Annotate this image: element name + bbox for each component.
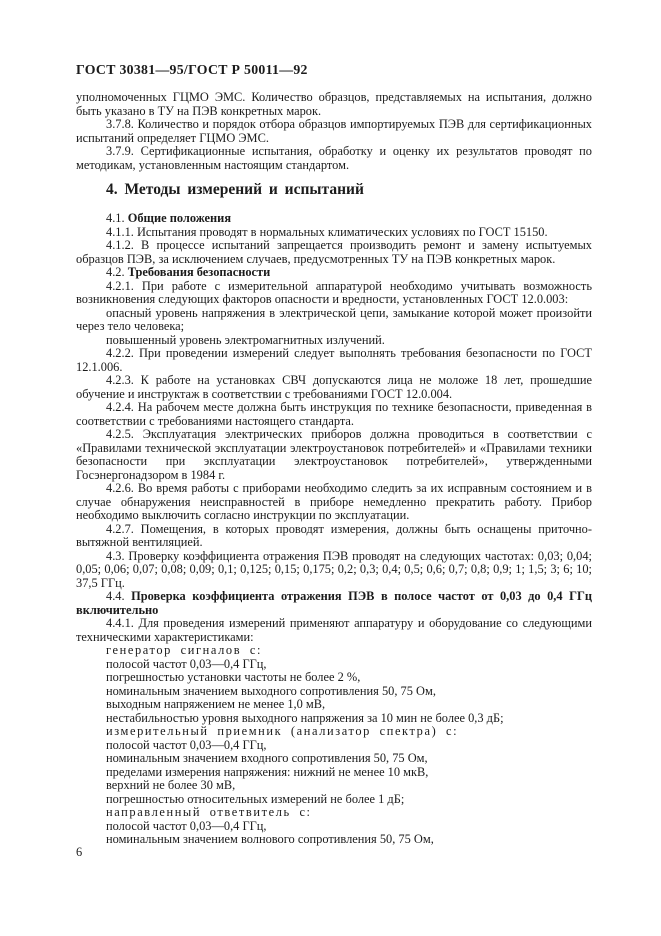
paragraph: опасный уровень напряжения в электрической цепи, замыкание которой может произойти через тело человека; [76, 305, 592, 333]
paragraph-continuation: уполномоченных ГЦМО ЭМС. Количество образцов, представляемых на испытания, должно быть указано в ТУ на ПЭВ конкретных марок. [76, 90, 592, 118]
paragraph: 3.7.9. Сертификационные испытания, обработку и оценку их результатов проводят по методикам, установленным настоящим стандартом. [76, 144, 592, 172]
paragraph: повышенный уровень электромагнитных излучений. [106, 332, 385, 347]
clause-heading [76, 590, 592, 617]
spec-line: полосой частот 0,03—0,4 ГГц, [106, 737, 267, 752]
document-header: ГОСТ 30381—95/ГОСТ Р 50011—92 [76, 62, 308, 77]
paragraph: 4.1.2. В процессе испытаний запрещается производить ремонт и замену испытуемых образцов ПЭВ, за исключением случаев, предусмотренных ТУ на ПЭВ конкретных марок. [76, 238, 592, 266]
paragraph: 4.2.7. Помещения, в которых проводят измерения, должны быть оснащены приточно-вытяжной вентиляцией. [76, 521, 592, 549]
section-heading: 4. Методы измерений и испытаний [106, 181, 364, 198]
paragraph: 4.3. Проверку коэффициента отражения ПЭВ проводят на следующих частотах: 0,03; 0,04; 0,05; 0,06; 0,07; 0,08; 0,09; 0,1; 0,125; 0,15; 0,175; 0,2; 0,3; 0,4; 0,5; 0,6; 0,7; 0,8; 0,9; 1; 1,5; 3; 6; 10; 37,5 ГГц. [76, 548, 592, 590]
spec-line: номинальным значением выходного сопротивления 50, 75 Ом, [106, 683, 436, 698]
clause-heading [76, 212, 592, 226]
spec-line: погрешностью относительных измерений не более 1 дБ; [106, 791, 405, 806]
paragraph: 4.4.1. Для проведения измерений применяют аппаратуру и оборудование со следующими техническими характеристиками: [76, 616, 592, 644]
paragraph: 4.2.4. На рабочем месте должна быть инструкция по технике безопасности, приведенная в соответствии с требованиями настоящего стандарта. [76, 400, 592, 428]
spec-line: верхний не более 30 мВ, [106, 778, 236, 792]
clause-number: 4.2. [106, 265, 128, 279]
paragraph: 4.1.1. Испытания проводят в нормальных климатических условиях по ГОСТ 15150. [106, 224, 548, 239]
spec-line: погрешностью установки частоты не более 2 %, [106, 670, 361, 684]
spec-line: полосой частот 0,03—0,4 ГГц, [106, 818, 267, 833]
document-body [76, 91, 592, 847]
paragraph: 4.2.1. При работе с измерительной аппаратурой необходимо учитывать возможность возникновения следующих факторов опасности и вредности, установленных ГОСТ 12.0.003: [76, 278, 592, 306]
spec-group-heading: направленный ответвитель с: [106, 805, 312, 819]
paragraph: 4.2.5. Эксплуатация электрических приборов должна проводиться в соответствии с «Правилами технической эксплуатации электроустановок потребителей» и «Правилами техники безопасности при эксплуатации электроустановок потребителей», утвержденными Госэнергонадзором в 1984 г. [76, 427, 592, 482]
page-number: 6 [76, 845, 83, 859]
spec-line: пределами измерения напряжения: нижний не менее 10 мкВ, [106, 764, 429, 779]
spec-line: номинальным значением входного сопротивления 50, 75 Ом, [106, 751, 428, 765]
spec-line: полосой частот 0,03—0,4 ГГц, [106, 656, 267, 671]
spec-line: номинальным значением волнового сопротивления 50, 75 Ом, [106, 832, 434, 846]
clause-number: 4.1. [106, 211, 128, 225]
paragraph: 4.2.2. При проведении измерений следует выполнять требования безопасности по ГОСТ 12.1.006. [76, 346, 592, 374]
spec-line: выходным напряжением не менее 1,0 мВ, [106, 697, 326, 711]
clause-title: Общие положения [127, 211, 232, 225]
clause-number: 4.4. [106, 589, 132, 603]
spec-line: нестабильностью уровня выходного напряжения за 10 мин не более 0,3 дБ; [106, 710, 504, 725]
page-content [76, 62, 592, 847]
paragraph: 4.2.3. К работе на установках СВЧ допускаются лица не моложе 18 лет, прошедшие обучение и инструктаж в соответствии с требованиями ГОСТ 12.0.004. [76, 373, 592, 401]
spec-group-heading: измерительный приемник (анализатор спектра) с: [106, 724, 459, 738]
clause-title: Проверка коэффициента отражения ПЭВ в полосе частот от 0,03 до 0,4 ГГц включительно [76, 589, 592, 617]
spec-group-heading: генератор сигналов с: [106, 643, 262, 657]
clause-heading [76, 266, 592, 280]
clause-title: Требования безопасности [127, 265, 271, 279]
paragraph: 4.2.6. Во время работы с приборами необходимо следить за их исправным состоянием и в случае обнаружения неисправностей в приборе немедленно прекратить работу. Прибор необходимо выключить согласно инструкции по эксплуатации. [76, 481, 592, 522]
paragraph: 3.7.8. Количество и порядок отбора образцов импортируемых ПЭВ для сертификационных испытаний определяет ГЦМО ЭМС. [76, 117, 592, 145]
